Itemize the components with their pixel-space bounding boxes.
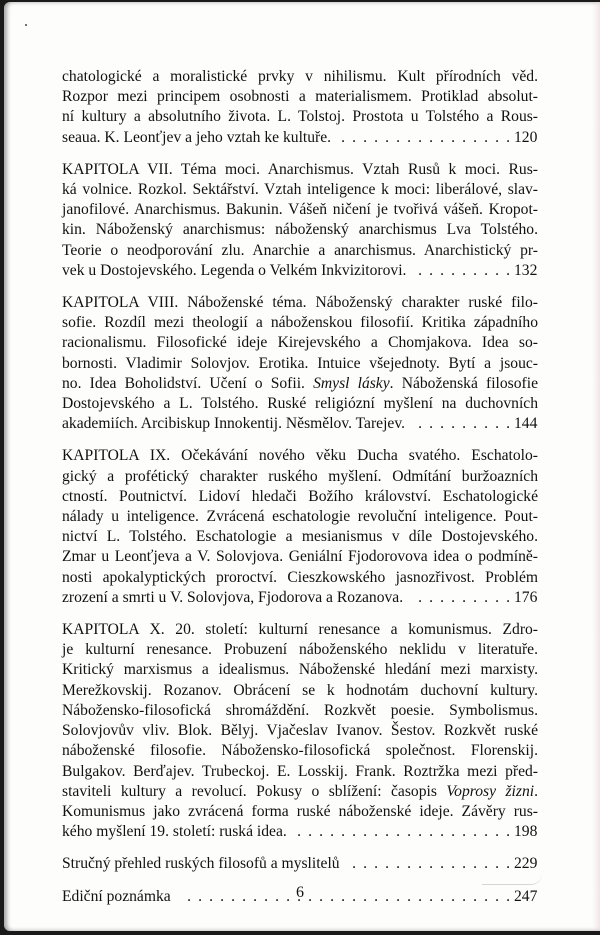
text-segment: no. Idea Boholidství. Učení o Sofii. bbox=[62, 374, 314, 392]
text-segment: staviteli kultury a revolucí. Pokusy o sblížení: časopis bbox=[62, 782, 447, 800]
dot-leader bbox=[350, 854, 510, 874]
entry-line: gický a profétický charakter ruského myšlení. Odmítání buržoazních bbox=[62, 467, 538, 485]
toc-entry-kapitola-x bbox=[62, 620, 538, 842]
dot-leader bbox=[416, 261, 510, 281]
entry-last-line bbox=[62, 588, 538, 608]
entry-last-line-text: vek u Dostojevského. Legenda o Velkém Inkvizitorovi. bbox=[62, 261, 407, 279]
entry-line: KAPITOLA IX. Očekávání nového věku Ducha svatého. Eschatolo- bbox=[62, 447, 538, 465]
entry-line: chatologické a moralistické prvky v nihilismu. Kult přírodních věd. bbox=[62, 68, 538, 85]
book-title-italic: Smysl lásky bbox=[313, 374, 390, 392]
entry-line: Merežkovskij. Rozanov. Obrácení se k hodnotám duchovní kultury. bbox=[62, 681, 538, 699]
page-number: 176 bbox=[514, 588, 538, 606]
page-number: 120 bbox=[514, 128, 538, 146]
entry-line: nosti apokalyptických proroctví. Cieszkowského jasnozřivost. Problém bbox=[62, 568, 538, 586]
entry-line: ctností. Poutnictví. Lidoví hledači Božího království. Eschatologické bbox=[62, 487, 538, 505]
dot-leader bbox=[415, 414, 510, 434]
dot-leader bbox=[297, 822, 510, 842]
entry-line: Komunismus jako zvrácená forma ruské náboženské ideje. Závěry rus- bbox=[62, 802, 538, 820]
toc-entry-kapitola-ix bbox=[62, 446, 538, 608]
toc-entry-kapitola-vii bbox=[62, 160, 538, 281]
entry-line-with-title bbox=[62, 374, 538, 394]
entry-line: Dostojevského a L. Tolstého. Ruské religiózní myšlení na duchovních bbox=[62, 395, 538, 413]
entry-line-with-title bbox=[62, 782, 538, 802]
entry-title: Stručný přehled ruských filosofů a myslitelů bbox=[62, 855, 340, 873]
toc-entry-strucny-prehled bbox=[62, 854, 538, 874]
page-number: 132 bbox=[514, 261, 538, 279]
scan-speck bbox=[25, 24, 27, 26]
entry-title: Ediční poznámka bbox=[62, 887, 171, 905]
entry-line: ní kultury a absolutního života. L. Tolstoj. Prostota u Tolstého a Rous- bbox=[62, 108, 538, 126]
entry-line: Zmar u Leonťjeva a V. Solovjova. Geniální Fjodorovova idea o podmíně- bbox=[62, 548, 538, 566]
entry-line: Solovjovův vliv. Blok. Bělyj. Vjačeslav Ivanov. Šestov. Rozkvět ruské bbox=[62, 722, 538, 740]
entry-line: kin. Náboženský anarchismus: náboženský anarchismus Lva Tolstého. bbox=[62, 221, 538, 239]
entry-last-line bbox=[62, 414, 538, 434]
entry-line: racionalismu. Filosofické ideje Kirejevského a Chomjakova. Idea so- bbox=[62, 334, 538, 352]
entry-last-line bbox=[62, 128, 538, 148]
toc-entry-kapitola-viii bbox=[62, 293, 538, 434]
journal-title-italic: Voprosy žizni bbox=[446, 782, 535, 800]
entry-line: Teorie o neodporování zlu. Anarchie a anarchismus. Anarchistický pr- bbox=[62, 241, 538, 259]
entry-line: je kulturní renesance. Probuzení náboženského neklidu v literatuře. bbox=[62, 641, 538, 659]
entry-line: nictví L. Tolstého. Eschatologie a mesianismus v díle Dostojevského. bbox=[62, 528, 538, 546]
text-segment: . bbox=[534, 782, 538, 800]
entry-last-line bbox=[62, 822, 538, 842]
page-number: 229 bbox=[514, 855, 538, 873]
table-of-contents bbox=[62, 67, 538, 907]
entry-line: nálady u inteligence. Zvrácená eschatologie revoluční inteligence. Pout- bbox=[62, 508, 538, 526]
entry-line: Bulgakov. Berďajev. Trubeckoj. E. Losskij. Frank. Roztržka mezi před- bbox=[62, 762, 538, 780]
text-segment: . Náboženská filosofie bbox=[389, 374, 538, 392]
entry-line: sofie. Rozdíl mezi theologií a náboženskou filosofií. Kritika západního bbox=[62, 314, 538, 332]
page-edge-shadow bbox=[592, 2, 600, 931]
entry-line: Rozpor mezi principem osobnosti a materialismem. Protiklad absolut- bbox=[62, 88, 538, 106]
entry-last-line-text: zrození a smrti u V. Solovjova, Fjodorova a Rozanova. bbox=[62, 588, 404, 606]
entry-last-line bbox=[62, 261, 538, 281]
entry-line: KAPITOLA X. 20. století: kulturní renesance a komunismus. Zdro- bbox=[62, 621, 538, 639]
dot-leader bbox=[413, 588, 510, 608]
entry-last-line-text: akademiích. Arcibiskup Innokentij. Něsmělov. Tarejev. bbox=[62, 415, 406, 433]
book-page bbox=[4, 2, 600, 931]
page-number: 247 bbox=[514, 887, 538, 905]
entry-last-line-text: seaua. K. Leonťjev a jeho vztah ke kultuře. bbox=[62, 128, 332, 146]
toc-entry-chapter-6-continuation bbox=[62, 67, 538, 148]
dot-leader bbox=[341, 128, 510, 148]
entry-line: KAPITOLA VII. Téma moci. Anarchismus. Vztah Rusů k moci. Rus- bbox=[62, 160, 538, 178]
entry-line: bornosti. Vladimir Solovjov. Erotika. Intuice všejednoty. Bytí a jsouc- bbox=[62, 354, 538, 372]
page-number: 198 bbox=[514, 823, 538, 841]
entry-line: Nábožensko-filosofická shromáždění. Rozkvět poesie. Symbolismus. bbox=[62, 701, 538, 719]
entry-line: KAPITOLA VIII. Náboženské téma. Náboženský charakter ruské filo- bbox=[62, 294, 538, 312]
entry-last-line bbox=[62, 854, 538, 874]
entry-line: janofilové. Anarchismus. Bakunin. Vášeň ničení je tvořivá vášeň. Kropot- bbox=[62, 201, 538, 219]
entry-line: náboženské filosofie. Nábožensko-filosofická společnost. Florenskij. bbox=[62, 742, 538, 760]
page-number: 144 bbox=[514, 415, 538, 433]
entry-last-line-text: kého myšlení 19. století: ruská idea. bbox=[62, 823, 287, 841]
entry-line: ká volnice. Rozkol. Sektářství. Vztah inteligence k moci: liberálové, slav- bbox=[62, 181, 538, 199]
entry-line: Kritický marxismus a idealismus. Náboženské hledání mezi marxisty. bbox=[62, 661, 538, 679]
page-folio-number: 6 bbox=[296, 884, 304, 901]
